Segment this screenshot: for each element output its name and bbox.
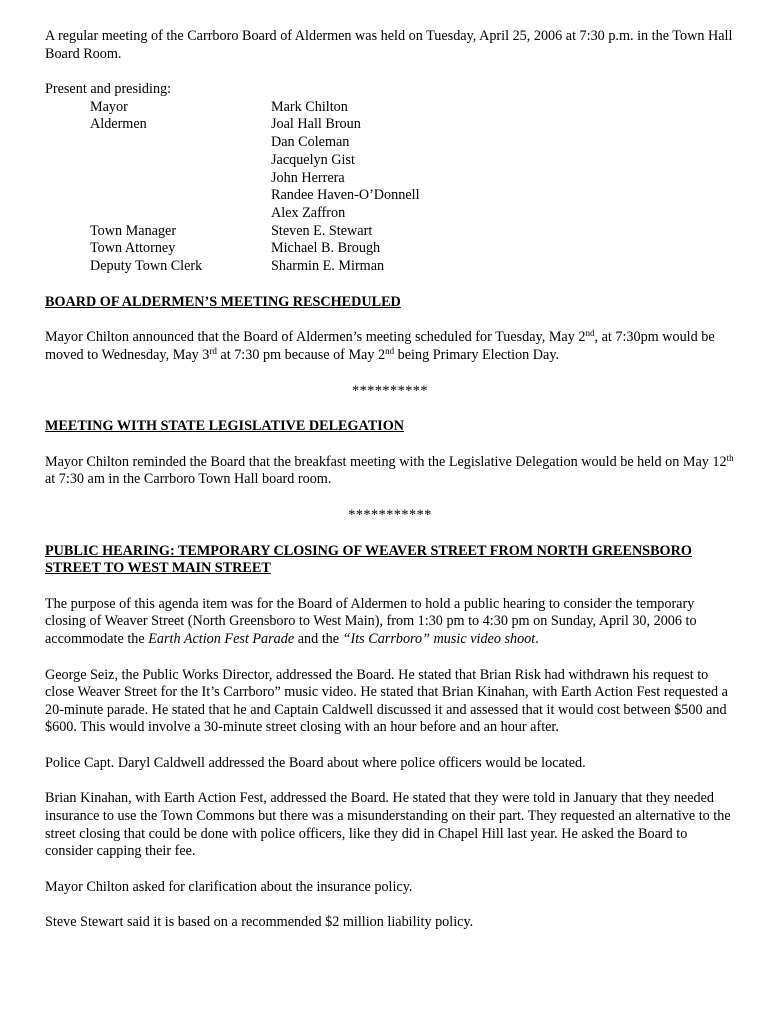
- roster-name: Alex Zaffron: [271, 204, 346, 221]
- roster-heading: Present and presiding:: [45, 81, 172, 98]
- attendance-roster: [45, 99, 735, 276]
- roster-name: Jacquelyn Gist: [271, 151, 355, 168]
- document-page: [45, 28, 735, 950]
- roster-label: Town Attorney: [90, 240, 176, 257]
- kinahan-paragraph: Brian Kinahan, with Earth Action Fest, addressed the Board. He stated that they were told in January that they needed insurance to use the Town Commons but there was a misunderstanding on their part. They requested an alternative to the street closing that could be done with police officers, like they did in Chapel Hill last year. He asked the Board to consider capping their fee.: [45, 790, 731, 860]
- section-separator: **********: [352, 382, 428, 399]
- stewart-answer-paragraph: Steve Stewart said it is based on a recommended $2 million liability policy.: [45, 914, 474, 931]
- section-heading-legislative: MEETING WITH STATE LEGISLATIVE DELEGATION: [45, 418, 404, 435]
- intro-paragraph: A regular meeting of the Carrboro Board of Aldermen was held on Tuesday, April 25, 2006 at 7:30 p.m. in the Town Hall Board Room.: [45, 28, 733, 62]
- roster-name: Dan Coleman: [271, 134, 350, 151]
- reschedule-paragraph: Mayor Chilton announced that the Board of Aldermen’s meeting scheduled for Tuesday, May 2nd, at 7:30pm would be moved to Wednesday, May 3rd at 7:30 pm because of May 2nd being Primary Election Day.: [45, 328, 715, 363]
- roster-label: Town Manager: [90, 222, 177, 239]
- legislative-paragraph: Mayor Chilton reminded the Board that the breakfast meeting with the Legislative Delegation would be held on May 12th at 7:30 am in the Carrboro Town Hall board room.: [45, 452, 734, 488]
- section-heading-rescheduled: BOARD OF ALDERMEN’S MEETING RESCHEDULED: [45, 293, 401, 310]
- roster-name: Randee Haven-O’Donnell: [271, 187, 420, 204]
- seiz-paragraph: George Seiz, the Public Works Director, addressed the Board. He stated that Brian Risk had withdrawn his request to close Weaver Street for the It’s Carrboro” music video. He stated that Brian Kinahan, with Earth Action Fest requested a 20-minute parade. He stated that he and Captain Caldwell discussed it and assessed that it would cost between $500 and $600. This would involve a 30-minute street closing with an hour before and an hour after.: [45, 666, 728, 736]
- roster-label: Mayor: [90, 98, 128, 115]
- section-heading-public-hearing: PUBLIC HEARING: TEMPORARY CLOSING OF WEAVER STREET FROM NORTH GREENSBORO STREET TO WEST MAIN STREET: [45, 542, 692, 577]
- roster-name: Michael B. Brough: [271, 240, 381, 257]
- purpose-paragraph: The purpose of this agenda item was for the Board of Aldermen to hold a public hearing to consider the temporary closing of Weaver Street (North Greensboro to West Main), from 1:30 pm to 4:30 pm on Sunday, April 30, 2006 to accommodate the Earth Action Fest Parade and the “Its Carrboro” music video shoot.: [45, 595, 697, 647]
- chilton-question-paragraph: Mayor Chilton asked for clarification about the insurance policy.: [45, 878, 413, 895]
- roster-name: Sharmin E. Mirman: [271, 258, 385, 275]
- roster-label: Aldermen: [90, 116, 147, 133]
- caldwell-paragraph: Police Capt. Daryl Caldwell addressed the Board about where police officers would be located.: [45, 754, 586, 771]
- roster-name: John Herrera: [271, 169, 345, 186]
- roster-name: Steven E. Stewart: [271, 222, 373, 239]
- roster-label: Deputy Town Clerk: [90, 258, 203, 275]
- roster-name: Mark Chilton: [271, 98, 348, 115]
- section-separator: ***********: [348, 506, 432, 523]
- roster-name: Joal Hall Broun: [271, 116, 361, 133]
